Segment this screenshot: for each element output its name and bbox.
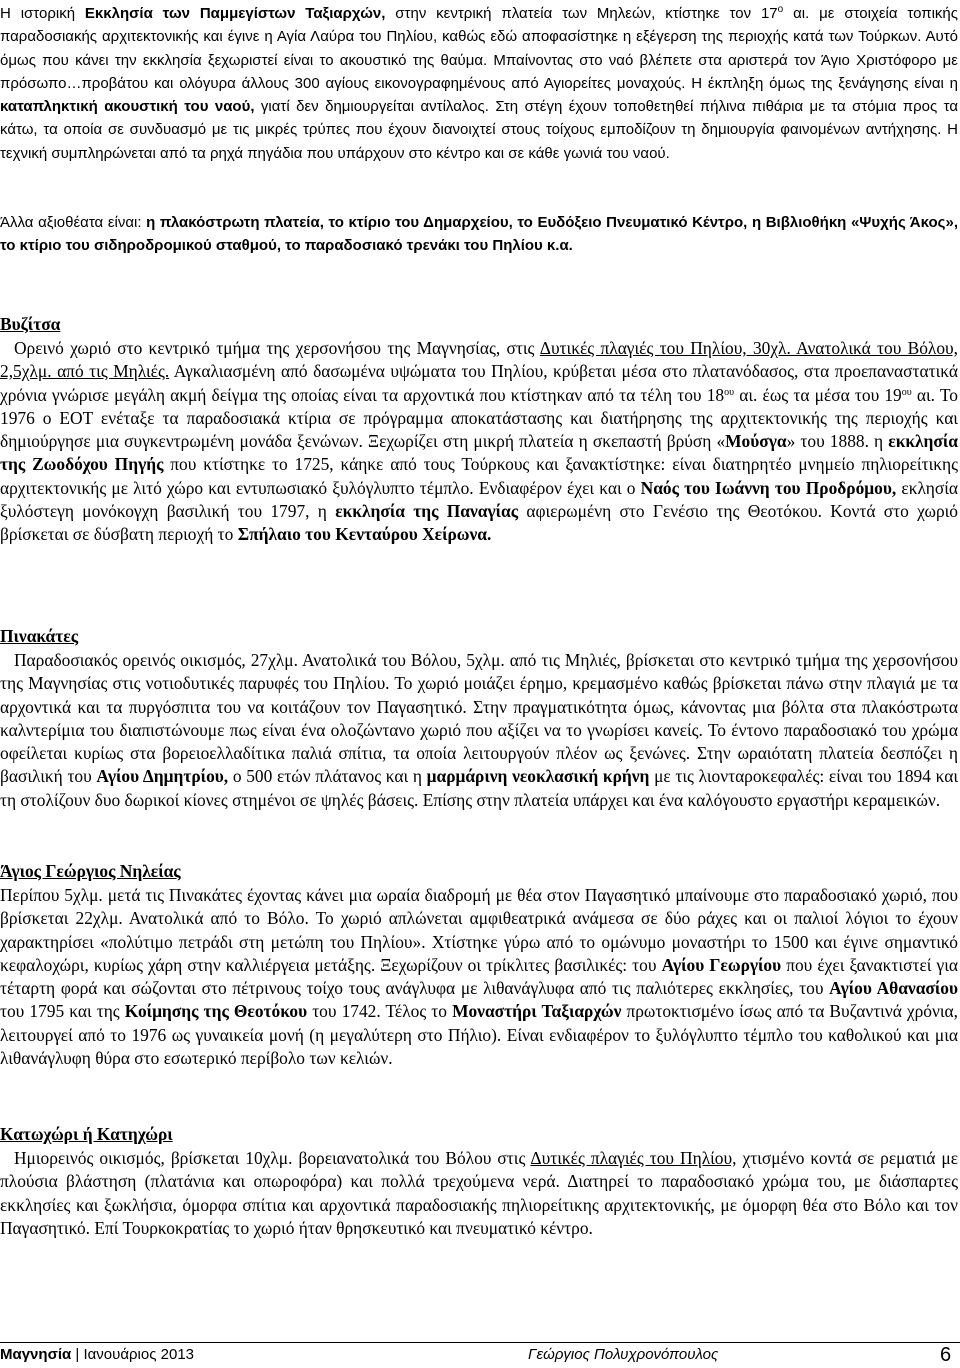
text-run: χτισμένο κοντά σε ρεματιά με πλούσια βλάστηση (πλατάνια και οπωροφόρα) και πολλά τρεχούμενα νερά. Διατηρεί το παραδοσιακό χρώμα του, με διάσπαρτες εκκλησίες και ξωκλήσια, όμορφα σπίτια και αρχοντικά παραδοσιακής πηλιορείτικης αρχιτεκτονικής, με όμορφη θέα στο Βόλο και τον Παγασητικό. Επί Τουρκοκρατίας το χωριό ήταν θρησκευτικό και πνευματικό κέντρο.	[0, 1148, 959, 1238]
text-run: Ημιορεινός οικισμός, βρίσκεται 10χλμ. βορειανατολικά του Βόλου στις	[14, 1148, 531, 1168]
superscript: ου	[724, 386, 735, 398]
text-run: που κτίστηκε το 1725, κάηκε από τους Τούρκους και ξανακτίστηκε: είναι διατηρητέο μνημείο πηλιορείτικης αρχιτεκτονικής με λιτό χώρο και εντυπωσιακό ξυλόγλυπτο τέμπλο. Ενδιαφέρον έχει και ο	[0, 454, 959, 498]
text-run: που έχει ξανακτιστεί για τέταρτη φορά και σώζονται στο πέτρινους τοίχο τους ανάγλυφα με λιθανάγλυφα από τις παλιότερες εκκλησίες, του	[0, 954, 958, 999]
heading-katochori: Κατωχώρι ή Κατηχώρι	[0, 1124, 173, 1144]
text-run: ο 500 ετών πλάτανος και η	[228, 766, 427, 787]
heading-agios-georgios: Άγιος Γεώργιος Νηλείας	[0, 861, 181, 881]
text-run: του 1795 και της	[0, 1001, 125, 1022]
text-run: » του 1888. η	[786, 431, 889, 452]
footer-divider	[0, 1342, 960, 1343]
text-run: με τις λιονταροκεφαλές: είναι του 1894 και τη στολίζουν δυο δωρικοί κίονες στημένοι σε ψηλές βάσεις. Επίσης στην πλατεία υπάρχει και ένα καλόγουστο εργαστήρι κεραμεικών.	[0, 766, 959, 810]
page-number: 6	[940, 1344, 952, 1366]
bold-agiou-athanasiou: Αγίου Αθανασίου	[829, 978, 958, 999]
text-run: Η ιστορική	[0, 5, 85, 22]
bold-panagias: εκκλησία της Παναγίας	[335, 501, 519, 522]
footer-left	[0, 1346, 194, 1363]
text-run: αι. Το 1976 ο ΕΟΤ ενέταξε τα παραδοσιακά κτίρια σε πρόγραμμα αποκατάστασης και διατήρησης της αρχιτεκτονικής της περιοχής και δημιούργησε μια συγκεντρωμένη μονάδα ξενώνων. Ξεχωρίζει στη μικρή πλατεία η σκεπαστή βρύση «	[0, 384, 959, 452]
footer-region: Μαγνησία	[0, 1346, 72, 1363]
paragraph-agios-georgios	[0, 884, 958, 1070]
superscript: ου	[901, 386, 912, 398]
bold-mousga: Μούσγα	[725, 431, 787, 452]
text-run: Παραδοσιακός ορεινός οικισμός, 27χλμ. Ανατολικά του Βόλου, 5χλμ. από τις Μηλιές, βρίσκεται στο κεντρικό τμήμα της χερσονήσου της Μαγνησίας στις νοτιοδυτικές παρυφές του Πηλίου. Το χωριό μοιάζει έρημο, κρεμασμένο καθώς βρίσκεται πάνω στην πλαγιά με τα αρχοντικά και τα πυργόσπιτα του να κοιτάζουν τον Παγασητικό. Στην πραγματικότητα όμως, κάνοντας μια βόλτα στα πλακόστρωτα καλντερίμια του διαπιστώνουμε πως είναι ένα ολοζώντανο χωριό που αξίζει να το γνωρίσει κανείς. Το έντονο παραδοσιακό του χρώμα οφείλεται κυρίως στα βορειοελλαδίτικα παλιά σπίτια, τα οποία λειτουργούν πλέον ως ξενώνες. Στην ωραιότατη πλατεία δεσπόζει η βασιλική του	[0, 650, 958, 787]
paragraph-vyzitsa	[0, 337, 958, 547]
bold-zoodochou-pigis: εκκλησία της Ζωοδόχου Πηγής	[0, 431, 958, 475]
page-footer	[0, 1342, 960, 1368]
bold-marble-fountain: μαρμάρινη νεοκλασική κρήνη	[426, 766, 650, 787]
text-run: Ορεινό χωριό στο κεντρικό τμήμα της χερσονήσου της Μαγνησίας, στις	[14, 338, 540, 358]
heading-vyzitsa: Βυζίτσα	[0, 314, 61, 334]
text-run: Περίπου 5χλμ. μετά τις Πινακάτες έχοντας κάνει μια ωραία διαδρομή με θέα στον Παγασητικό μπαίνουμε στο παραδοσιακό χωριό, που βρίσκεται 22χλμ. Ανατολικά από το Βόλο. Το χωριό απλώνεται αμφιθεατρικά ανάμεσα σε δύο ράχες και οι παλιοί λόγιοι το έχουν χαρακτηρίσει «πολύτιμο πετράδι στη μετώπη του Πηλίου». Χτίστηκε γύρω από το ομώνυμο μοναστήρι το 1500 και έγινε σημαντικό κεφαλοχώρι, κυρίως χάρη στην καλλιέργεια μετάξης. Ξεχωρίζουν οι τρίκλιτες βασιλικές: του	[0, 885, 958, 975]
heading-pinakates: Πινακάτες	[0, 626, 79, 646]
footer-date: Ιανουάριος 2013	[83, 1346, 194, 1363]
bold-ioanni-prodromou: Ναός του Ιωάννη του Προδρόμου,	[640, 477, 897, 498]
paragraph-taxiarches-church	[0, 2, 958, 165]
bold-sights-list: η πλακόστρωτη πλατεία, το κτίριο του Δημαρχείου, το Ευδόξειο Πνευματικό Κέντρο, η Βιβλιοθήκη «Ψυχής Άκος», το κτίριο του σιδηροδρομικού σταθμού, το παραδοσιακό τρενάκι του Πηλίου κ.α.	[0, 214, 958, 255]
text-run: Αγκαλιασμένη από δασωμένα υψώματα του Πηλίου, κρύβεται μέσα στο πλατανόδασος, στα προεπαναστατικά χρόνια γνώρισε μεγάλη ακμή δείγμα της οποίας είναι τα αρχοντικά που κτίστηκαν από τα τέλη του 18	[0, 361, 958, 405]
text-run: του 1742. Τέλος το	[307, 1001, 453, 1022]
paragraph-katochori	[0, 1147, 958, 1240]
text-run: γιατί δεν δημιουργείται αντίλαλος. Στη στέγη έχουν τοποθετηθεί πήλινα πιθάρια με τα στόμια προς τα κάτω, τα οποία σε συνδυασμό με τις μικρές τρύπες που έχουν διανοιχτεί στους τοίχους εμποδίζουν τη δημιουργία φαινομένων αντήχησης. Η τεχνική συμπληρώνεται από τα ρηχά πηγάδια που υπάρχουν στο κέντρο και σε κάθε γωνιά του ναού.	[0, 98, 958, 162]
bold-koimisis: Κοίμησης της Θεοτόκου	[124, 1001, 308, 1022]
bold-taxiarchon-monastery: Μοναστήρι Ταξιαρχών	[452, 1001, 622, 1022]
underlined-location: Δυτικές πλαγιές του Πηλίου, 30χλ. Ανατολικά του Βόλου, 2,5χλμ. από τις Μηλιές.	[0, 338, 958, 382]
text-run: αι. με στοιχεία τοπικής παραδοσιακής αρχιτεκτονικής και έγινε η Αγία Λαύρα του Πηλίου, καθώς εδώ αποφασίστηκε η εξέγερση της περιοχής κατά των Τούρκων. Αυτό όμως που κάνει την εκκλησία ξεχωριστεί είναι το ακουστικό της θαύμα. Μπαίνοντας στο ναό βλέπετε στα αριστερά τον Άγιο Χριστόφορο με πρόσωπο…προβάτου και ολόγυρα άλλους 300 αγίους εικονογραφημένους από Αγιορείτες μοναχούς. Η έκπληξη όμως της ξενάγησης είναι η	[0, 5, 958, 92]
bold-agiou-dimitriou: Αγίου Δημητρίου,	[96, 766, 229, 787]
paragraph-other-sights	[0, 211, 958, 258]
text-run: εκλησία ξυλόστεγη μονόκογχη βασιλική του 1797, η	[0, 477, 958, 522]
bold-acoustics: καταπληκτική ακουστική του ναού,	[0, 98, 255, 116]
bold-agiou-georgiou: Αγίου Γεωργίου	[661, 954, 782, 975]
paragraph-pinakates	[0, 649, 958, 812]
text-run: στην κεντρική πλατεία των Μηλεών, κτίστηκε τον 17	[385, 5, 778, 22]
underlined-location: Δυτικές πλαγιές του Πηλίου,	[530, 1148, 737, 1168]
bold-church-name: Εκκλησία των Παμμεγίστων Ταξιαρχών,	[84, 5, 386, 22]
text-run: αι. έως τα μέσα του 19	[734, 384, 902, 405]
text-run: Άλλα αξιοθέατα είναι:	[0, 214, 147, 231]
bold-cheirona-cave: Σπήλαιο του Κενταύρου Χείρωνα.	[237, 524, 492, 545]
text-run: πρωτοκτισμένο ίσως από τα Βυζαντινά χρόνια, λειτουργεί από το 1976 ως γυναικεία μονή (η μεγαλύτερη στο Πήλιο). Είναι ενδιαφέρον το ξυλόγλυπτο τέμπλο του καθολικού και μια λιθανάγλυφη θύρα στο εσωτερικό περίβολο των κελιών.	[0, 1001, 959, 1069]
footer-separator: |	[75, 1346, 80, 1363]
superscript: ο	[777, 4, 784, 15]
footer-author: Γεώργιος Πολυχρονόπουλος	[528, 1346, 719, 1363]
text-run: αφιερωμένη στο Γενέσιο της Θεοτόκου. Κοντά στο χωριό βρίσκεται σε δύσβατη περιοχή το	[0, 501, 959, 545]
